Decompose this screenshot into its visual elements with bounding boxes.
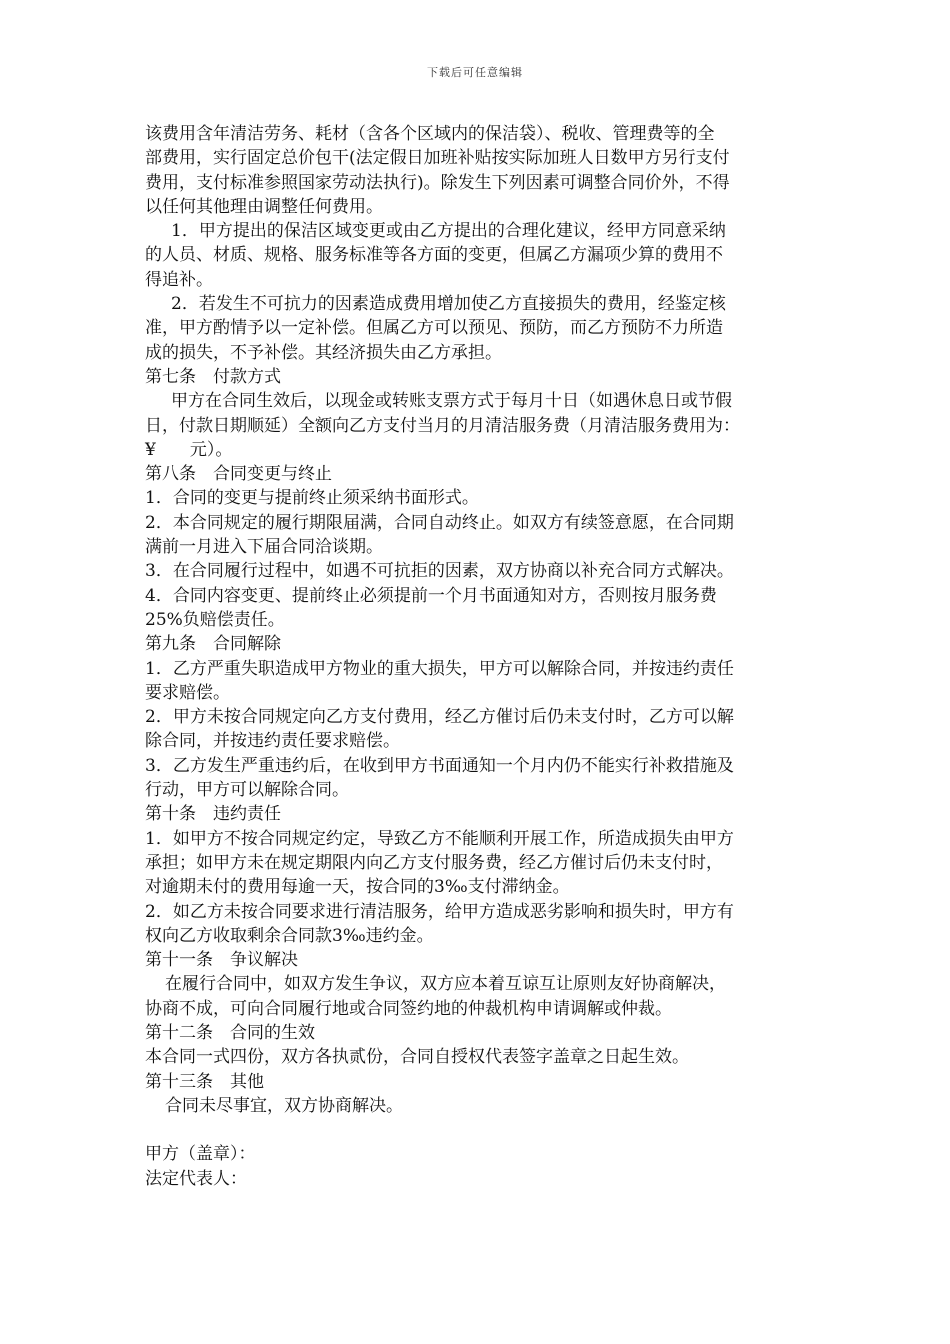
contract-line: 费用，支付标准参照国家劳动法执行)。除发生下列因素可调整合同价外，不得	[145, 172, 730, 193]
contract-line: 1．乙方严重失职造成甲方物业的重大损失，甲方可以解除合同，并按违约责任	[145, 658, 734, 679]
contract-line: 第八条 合同变更与终止	[145, 464, 332, 485]
contract-line: 对逾期未付的费用每逾一天，按合同的3‰支付滞纳金。	[145, 877, 570, 898]
contract-line: 2．甲方未按合同规定向乙方支付费用，经乙方催讨后仍未支付时，乙方可以解	[145, 707, 734, 728]
party-a-seal-label: 甲方（盖章）：	[145, 1144, 256, 1165]
contract-line: 行动，甲方可以解除合同。	[145, 780, 349, 801]
contract-line: 要求赔偿。	[145, 682, 230, 703]
contract-line: 3．乙方发生严重违约后，在收到甲方书面通知一个月内仍不能实行补救措施及	[145, 755, 734, 776]
contract-line: 的人员、材质、规格、服务标准等各方面的变更，但属乙方漏项少算的费用不	[145, 245, 723, 266]
contract-line: 2．若发生不可抗力的因素造成费用增加使乙方直接损失的费用，经鉴定核	[171, 294, 726, 315]
contract-line: 1．如甲方不按合同规定约定，导致乙方不能顺利开展工作，所造成损失由甲方	[145, 828, 734, 849]
contract-body	[145, 122, 809, 1191]
contract-line: 满前一月进入下届合同洽谈期。	[145, 537, 383, 558]
contract-line: 除合同，并按违约责任要求赔偿。	[145, 731, 400, 752]
contract-line: 第十三条 其他	[145, 1071, 264, 1092]
contract-line: 合同未尽事宜，双方协商解决。	[165, 1095, 403, 1116]
contract-line: 在履行合同中，如双方发生争议，双方应本着互谅互让原则友好协商解决，	[165, 974, 726, 995]
contract-line: 日，付款日期顺延）全额向乙方支付当月的月清洁服务费（月清洁服务费用为：	[145, 415, 740, 436]
contract-line: 1．合同的变更与提前终止须采纳书面形式。	[145, 488, 479, 509]
page-header-note: 下载后可任意编辑	[427, 66, 523, 79]
contract-line: 甲方在合同生效后，以现金或转账支票方式于每月十日（如遇休息日或节假	[171, 391, 732, 412]
contract-line: 第七条 付款方式	[145, 366, 281, 387]
contract-line: 该费用含年清洁劳务、耗材（含各个区域内的保洁袋）、税收、管理费等的全	[145, 124, 715, 144]
contract-line: 准，甲方酌情予以一定补偿。但属乙方可以预见、预防，而乙方预防不力所造	[145, 318, 723, 339]
contract-line: 第十一条 争议解决	[145, 950, 298, 971]
contract-line: 2．如乙方未按合同要求进行清洁服务，给甲方造成恶劣影响和损失时，甲方有	[145, 901, 734, 922]
contract-line: 得追补。	[145, 269, 213, 290]
contract-line: 3．在合同履行过程中，如遇不可抗拒的因素，双方协商以补充合同方式解决。	[145, 561, 734, 582]
legal-representative-label: 法定代表人：	[145, 1168, 247, 1189]
contract-line: 协商不成，可向合同履行地或合同签约地的仲裁机构申请调解或仲裁。	[145, 998, 672, 1019]
contract-line: 权向乙方收取剩余合同款3‰违约金。	[145, 925, 434, 946]
contract-line: 第十条 违约责任	[145, 804, 281, 825]
contract-line: 部费用，实行固定总价包干(法定假日加班补贴按实际加班人日数甲方另行支付	[145, 148, 730, 169]
contract-line: 1．甲方提出的保洁区域变更或由乙方提出的合理化建议，经甲方同意采纳	[171, 221, 726, 242]
contract-line: 本合同一式四份，双方各执贰份，合同自授权代表签字盖章之日起生效。	[145, 1047, 689, 1068]
contract-line: 4．合同内容变更、提前终止必须提前一个月书面通知对方，否则按月服务费	[145, 585, 717, 606]
contract-line: 第九条 合同解除	[145, 634, 281, 655]
contract-line: 以任何其他理由调整任何费用。	[145, 196, 383, 217]
contract-line: ¥ 元）。	[145, 439, 233, 460]
contract-line: 第十二条 合同的生效	[145, 1022, 315, 1043]
blank-line	[145, 1118, 809, 1142]
contract-line: 25%负赔偿责任。	[145, 609, 285, 630]
contract-line: 2．本合同规定的履行期限届满，合同自动终止。如双方有续签意愿，在合同期	[145, 512, 734, 533]
contract-lines	[145, 122, 809, 1118]
contract-line: 承担；如甲方未在规定期限内向乙方支付服务费，经乙方催讨后仍未支付时，	[145, 852, 723, 873]
contract-line: 成的损失，不予补偿。其经济损失由乙方承担。	[145, 342, 502, 363]
